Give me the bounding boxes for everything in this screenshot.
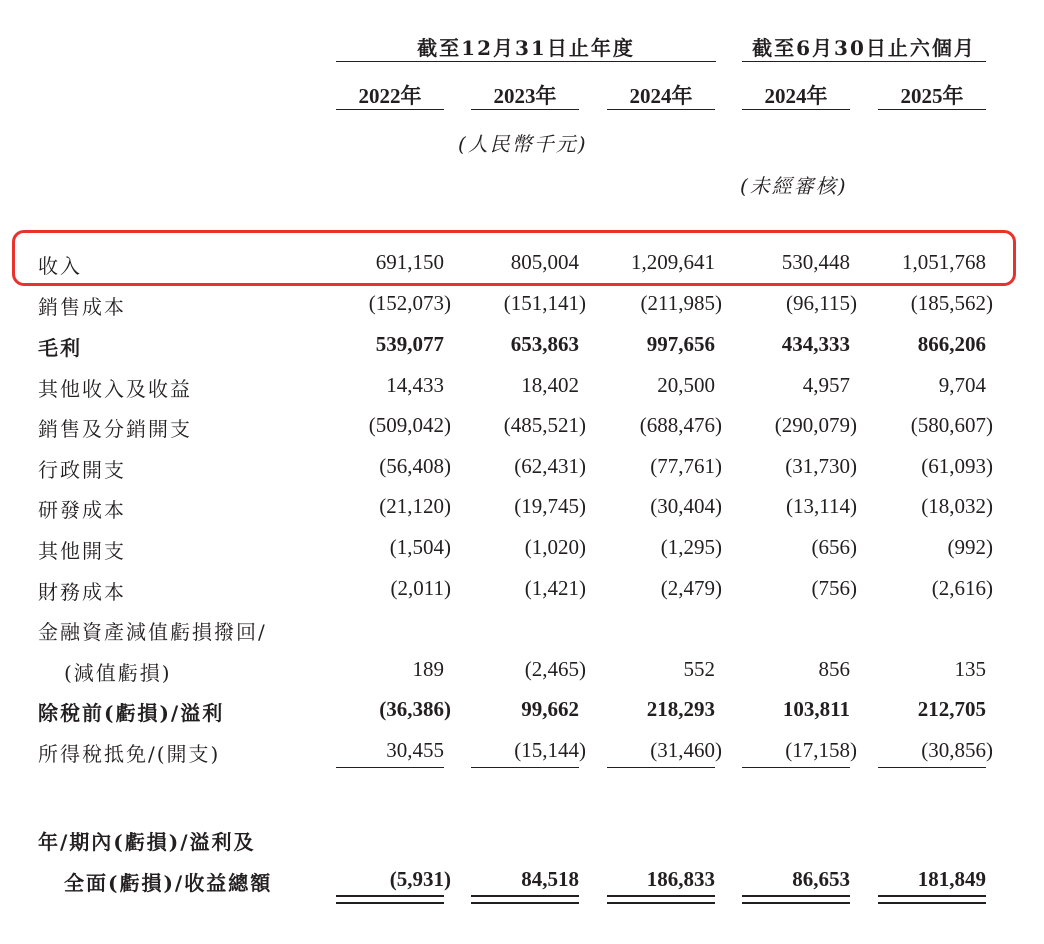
subtotal-rule-2024 <box>607 767 715 768</box>
cell-other-income-2023: 18,402 <box>521 373 579 397</box>
revenue-highlight-box <box>12 230 1016 286</box>
total-double-rule-2023 <box>471 895 579 904</box>
cell-other-expenses-2022: (1,504) <box>389 535 451 559</box>
year-rule-2023 <box>471 109 579 110</box>
row-label-total-comprehensive-line1: 年/期內(虧損)/溢利及 <box>38 830 256 854</box>
cell-income-tax-2025-interim: (30,856) <box>921 738 993 762</box>
annual-period-rule <box>336 61 716 62</box>
year-header-2023: 2023年 <box>493 84 557 108</box>
cell-profit-before-tax-2025-interim: 212,705 <box>917 697 986 721</box>
total-double-rule-2024-interim <box>742 895 850 904</box>
cell-selling-distribution-2023: (485,521) <box>503 413 586 437</box>
cell-other-income-2025-interim: 9,704 <box>938 373 986 397</box>
cell-profit-before-tax-2024-interim: 103,811 <box>782 697 850 721</box>
cell-administrative-2024: (77,761) <box>650 454 722 478</box>
interim-period-rule <box>742 61 986 62</box>
cell-revenue-2025-interim: 1,051,768 <box>902 250 986 274</box>
year-header-2025-interim: 2025年 <box>900 84 964 108</box>
row-label-revenue: 收入 <box>38 254 82 278</box>
year-header-2022: 2022年 <box>358 84 422 108</box>
row-label-total-comprehensive-line2: 全面(虧損)/收益總額 <box>64 871 273 895</box>
cell-profit-before-tax-2024: 218,293 <box>646 697 715 721</box>
year-rule-2024-interim <box>742 109 850 110</box>
cell-total-comprehensive-2024-interim: 86,653 <box>792 867 850 891</box>
cell-cost-of-sales-2022: (152,073) <box>368 291 451 315</box>
interim-period-header: 截至6月30日止六個月 <box>752 36 976 60</box>
cell-impairment-2023: (2,465) <box>524 657 586 681</box>
cell-gross-profit-2024: 997,656 <box>646 332 715 356</box>
cell-finance-costs-2024: (2,479) <box>660 576 722 600</box>
cell-other-expenses-2024: (1,295) <box>660 535 722 559</box>
unaudited-note: (未經審核) <box>740 174 848 198</box>
cell-administrative-2022: (56,408) <box>379 454 451 478</box>
cell-finance-costs-2023: (1,421) <box>524 576 586 600</box>
year-header-2024-interim: 2024年 <box>764 84 828 108</box>
year-rule-2022 <box>336 109 444 110</box>
year-header-2024-annual: 2024年 <box>629 84 693 108</box>
subtotal-rule-2024-interim <box>742 767 850 768</box>
row-label-impairment-reversal-line1: 金融資產減值虧損撥回/ <box>38 620 267 644</box>
cell-selling-distribution-2024: (688,476) <box>639 413 722 437</box>
cell-other-income-2024: 20,500 <box>657 373 715 397</box>
row-label-other-expenses: 其他開支 <box>38 539 126 563</box>
row-label-cost-of-sales: 銷售成本 <box>38 295 126 319</box>
cell-profit-before-tax-2023: 99,662 <box>521 697 579 721</box>
cell-cost-of-sales-2024: (211,985) <box>640 291 722 315</box>
row-label-finance-costs: 財務成本 <box>38 580 126 604</box>
cell-cost-of-sales-2024-interim: (96,115) <box>786 291 857 315</box>
cell-finance-costs-2024-interim: (756) <box>811 576 857 600</box>
cell-rd-costs-2024: (30,404) <box>650 494 722 518</box>
year-rule-2024-annual <box>607 109 715 110</box>
cell-impairment-2025-interim: 135 <box>954 657 986 681</box>
cell-revenue-2022: 691,150 <box>375 250 444 274</box>
cell-administrative-2024-interim: (31,730) <box>785 454 857 478</box>
year-rule-2025-interim <box>878 109 986 110</box>
cell-administrative-2025-interim: (61,093) <box>921 454 993 478</box>
cell-rd-costs-2023: (19,745) <box>514 494 586 518</box>
cell-finance-costs-2022: (2,011) <box>390 576 451 600</box>
annual-period-header: 截至12月31日止年度 <box>417 36 635 60</box>
cell-administrative-2023: (62,431) <box>514 454 586 478</box>
cell-other-expenses-2025-interim: (992) <box>947 535 993 559</box>
cell-cost-of-sales-2023: (151,141) <box>503 291 586 315</box>
currency-unit-note: (人民幣千元) <box>458 132 588 156</box>
row-label-profit-before-tax: 除稅前(虧損)/溢利 <box>38 701 225 725</box>
cell-revenue-2024-interim: 530,448 <box>781 250 850 274</box>
cell-other-income-2024-interim: 4,957 <box>802 373 850 397</box>
cell-gross-profit-2023: 653,863 <box>510 332 579 356</box>
cell-total-comprehensive-2024: 186,833 <box>646 867 715 891</box>
subtotal-rule-2023 <box>471 767 579 768</box>
total-double-rule-2022 <box>336 895 444 904</box>
cell-selling-distribution-2022: (509,042) <box>368 413 451 437</box>
cell-total-comprehensive-2025-interim: 181,849 <box>917 867 986 891</box>
cell-total-comprehensive-2022: (5,931) <box>389 867 451 891</box>
cell-profit-before-tax-2022: (36,386) <box>379 697 451 721</box>
row-label-rd-costs: 研發成本 <box>38 498 126 522</box>
cell-selling-distribution-2024-interim: (290,079) <box>774 413 857 437</box>
row-label-other-income: 其他收入及收益 <box>38 377 192 401</box>
row-label-income-tax: 所得稅抵免/(開支) <box>38 742 221 766</box>
cell-other-income-2022: 14,433 <box>386 373 444 397</box>
cell-rd-costs-2024-interim: (13,114) <box>786 494 857 518</box>
cell-cost-of-sales-2025-interim: (185,562) <box>910 291 993 315</box>
cell-rd-costs-2022: (21,120) <box>379 494 451 518</box>
cell-income-tax-2024-interim: (17,158) <box>785 738 857 762</box>
cell-revenue-2023: 805,004 <box>510 250 579 274</box>
cell-selling-distribution-2025-interim: (580,607) <box>910 413 993 437</box>
cell-finance-costs-2025-interim: (2,616) <box>931 576 993 600</box>
total-double-rule-2025-interim <box>878 895 986 904</box>
cell-other-expenses-2023: (1,020) <box>524 535 586 559</box>
row-label-selling-distribution-expenses: 銷售及分銷開支 <box>38 417 192 441</box>
cell-income-tax-2023: (15,144) <box>514 738 586 762</box>
cell-rd-costs-2025-interim: (18,032) <box>921 494 993 518</box>
cell-impairment-2024: 552 <box>683 657 715 681</box>
row-label-gross-profit: 毛利 <box>38 336 82 360</box>
row-label-administrative-expenses: 行政開支 <box>38 458 126 482</box>
cell-gross-profit-2024-interim: 434,333 <box>781 332 850 356</box>
cell-gross-profit-2022: 539,077 <box>375 332 444 356</box>
cell-other-expenses-2024-interim: (656) <box>811 535 857 559</box>
subtotal-rule-2025-interim <box>878 767 986 768</box>
cell-impairment-2022: 189 <box>412 657 444 681</box>
subtotal-rule-2022 <box>336 767 444 768</box>
row-label-impairment-reversal-line2: (減值虧損) <box>64 661 172 685</box>
cell-impairment-2024-interim: 856 <box>818 657 850 681</box>
cell-total-comprehensive-2023: 84,518 <box>521 867 579 891</box>
cell-income-tax-2024: (31,460) <box>650 738 722 762</box>
cell-income-tax-2022: 30,455 <box>386 738 444 762</box>
total-double-rule-2024 <box>607 895 715 904</box>
cell-revenue-2024: 1,209,641 <box>631 250 715 274</box>
cell-gross-profit-2025-interim: 866,206 <box>917 332 986 356</box>
